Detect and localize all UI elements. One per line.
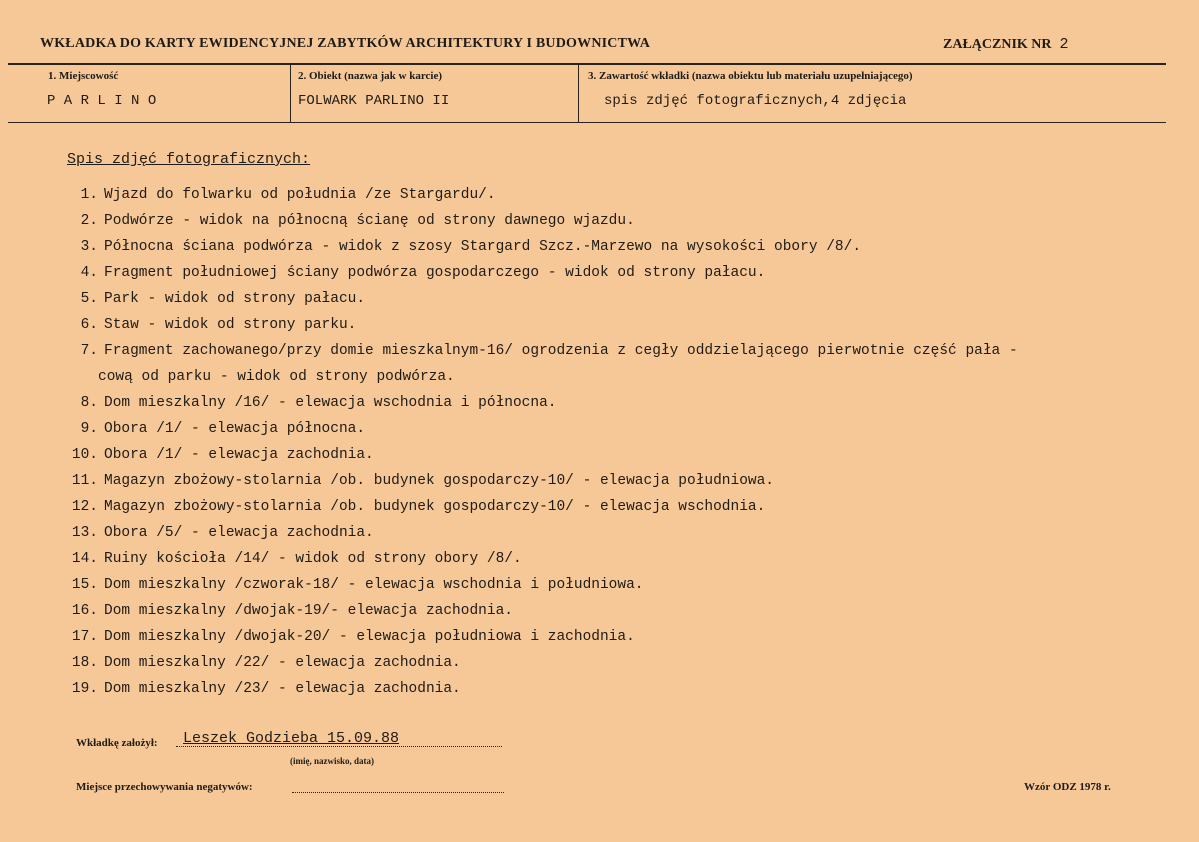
place-label: 1. Miejscowość	[48, 70, 119, 82]
list-item-text: Magazyn zbożowy-stolarnia /ob. budynek gospodarczy-10/ - elewacja południowa.	[104, 473, 775, 489]
list-item	[40, 468, 1180, 494]
place-value: P A R L I N O	[47, 93, 157, 109]
list-item	[40, 234, 1180, 260]
list-item-text: Dom mieszkalny /dwojak-20/ - elewacja południowa i zachodnia.	[104, 629, 635, 645]
list-item	[40, 338, 1180, 364]
list-item-text: Obora /1/ - elewacja północna.	[104, 421, 366, 437]
header-bottom-rule	[8, 122, 1166, 123]
attachment-number	[943, 36, 1069, 53]
list-item	[40, 598, 1180, 624]
list-item	[40, 416, 1180, 442]
list-item	[40, 312, 1180, 338]
list-item-text: Podwórze - widok na północną ścianę od strony dawnego wjazdu.	[104, 213, 635, 229]
list-item-number: 16.	[71, 603, 98, 619]
list-item-number: 12.	[71, 499, 98, 515]
list-item	[40, 650, 1180, 676]
list-item-text: Ruiny kościoła /14/ - widok od strony obory /8/.	[104, 551, 522, 567]
form-title: WKŁADKA DO KARTY EWIDENCYJNEJ ZABYTKÓW ARCHITEKTURY I BUDOWNICTWA	[40, 36, 651, 51]
list-item-number: 2.	[80, 213, 98, 229]
list-item-text: Dom mieszkalny /dwojak-19/- elewacja zachodnia.	[104, 603, 513, 619]
list-item-number: 1.	[80, 187, 98, 203]
list-item-text: Obora /1/ - elewacja zachodnia.	[104, 447, 374, 463]
list-item-text: Dom mieszkalny /czworak-18/ - elewacja wschodnia i południowa.	[104, 577, 644, 593]
list-item-continuation: cową od parku - widok od strony podwórza.	[98, 369, 455, 385]
list-item	[40, 260, 1180, 286]
attachment-value: 2	[1059, 36, 1069, 53]
list-item-text: Dom mieszkalny /16/ - elewacja wschodnia i północna.	[104, 395, 557, 411]
field-divider-1	[290, 65, 291, 122]
list-item	[40, 572, 1180, 598]
list-item-number: 3.	[80, 239, 98, 255]
attachment-label: ZAŁĄCZNIK NR	[943, 37, 1052, 52]
list-item-text: Wjazd do folwarku od południa /ze Stargardu/.	[104, 187, 496, 203]
field-divider-2	[578, 65, 579, 122]
list-item-number: 14.	[71, 551, 98, 567]
form-version-note: Wzór ODZ 1978 r.	[1024, 781, 1111, 793]
list-item-number: 15.	[71, 577, 98, 593]
contents-value: spis zdjęć fotograficznych,4 zdjęcia	[604, 93, 907, 109]
list-item-number: 8.	[80, 395, 98, 411]
prepared-by-value: Leszek Godzieba 15.09.88	[183, 730, 400, 747]
list-item	[40, 182, 1180, 208]
list-item-number: 6.	[80, 317, 98, 333]
list-item	[40, 494, 1180, 520]
list-item	[40, 286, 1180, 312]
list-item-number: 7.	[80, 343, 98, 359]
list-item-text: Obora /5/ - elewacja zachodnia.	[104, 525, 374, 541]
photo-list-heading: Spis zdjęć fotograficznych:	[67, 151, 311, 168]
list-item	[40, 520, 1180, 546]
list-item-text: Magazyn zbożowy-stolarnia /ob. budynek gospodarczy-10/ - elewacja wschodnia.	[104, 499, 766, 515]
prepared-by-sublabel: (imię, nazwisko, data)	[290, 756, 374, 766]
list-item-number: 9.	[80, 421, 98, 437]
list-item	[40, 442, 1180, 468]
list-item-number: 5.	[80, 291, 98, 307]
list-item-text: Park - widok od strony pałacu.	[104, 291, 366, 307]
list-item	[40, 208, 1180, 234]
list-item-text: Fragment zachowanego/przy domie mieszkalnym-16/ ogrodzenia z cegły oddzielającego pierwotnie część pała -	[104, 343, 1018, 359]
list-item-number: 13.	[71, 525, 98, 541]
object-label: 2. Obiekt (nazwa jak w karcie)	[298, 70, 443, 82]
list-item	[40, 624, 1180, 650]
list-item	[40, 546, 1180, 572]
list-item-number: 10.	[71, 447, 98, 463]
list-item	[40, 676, 1180, 702]
header-top-rule	[8, 63, 1166, 65]
list-item-text: Staw - widok od strony parku.	[104, 317, 357, 333]
contents-label: 3. Zawartość wkładki (nazwa obiektu lub materiału uzupełniającego)	[588, 70, 913, 82]
photo-list	[40, 182, 1180, 702]
list-item-number: 18.	[71, 655, 98, 671]
list-item-text: Dom mieszkalny /22/ - elewacja zachodnia.	[104, 655, 461, 671]
prepared-by-label: Wkładkę założył:	[76, 737, 158, 749]
list-item-text: Północna ściana podwórza - widok z szosy Stargard Szcz.-Marzewo na wysokości obory /8/.	[104, 239, 862, 255]
list-item-text: Dom mieszkalny /23/ - elewacja zachodnia.	[104, 681, 461, 697]
negatives-location-line	[292, 792, 504, 793]
list-item	[40, 390, 1180, 416]
object-value: FOLWARK PARLINO II	[298, 93, 450, 109]
list-item-number: 17.	[71, 629, 98, 645]
list-item-text: Fragment południowej ściany podwórza gospodarczego - widok od strony pałacu.	[104, 265, 766, 281]
list-item-number: 19.	[71, 681, 98, 697]
list-item-number: 11.	[71, 473, 98, 489]
negatives-location-label: Miejsce przechowywania negatywów:	[76, 781, 253, 793]
list-item-number: 4.	[80, 265, 98, 281]
